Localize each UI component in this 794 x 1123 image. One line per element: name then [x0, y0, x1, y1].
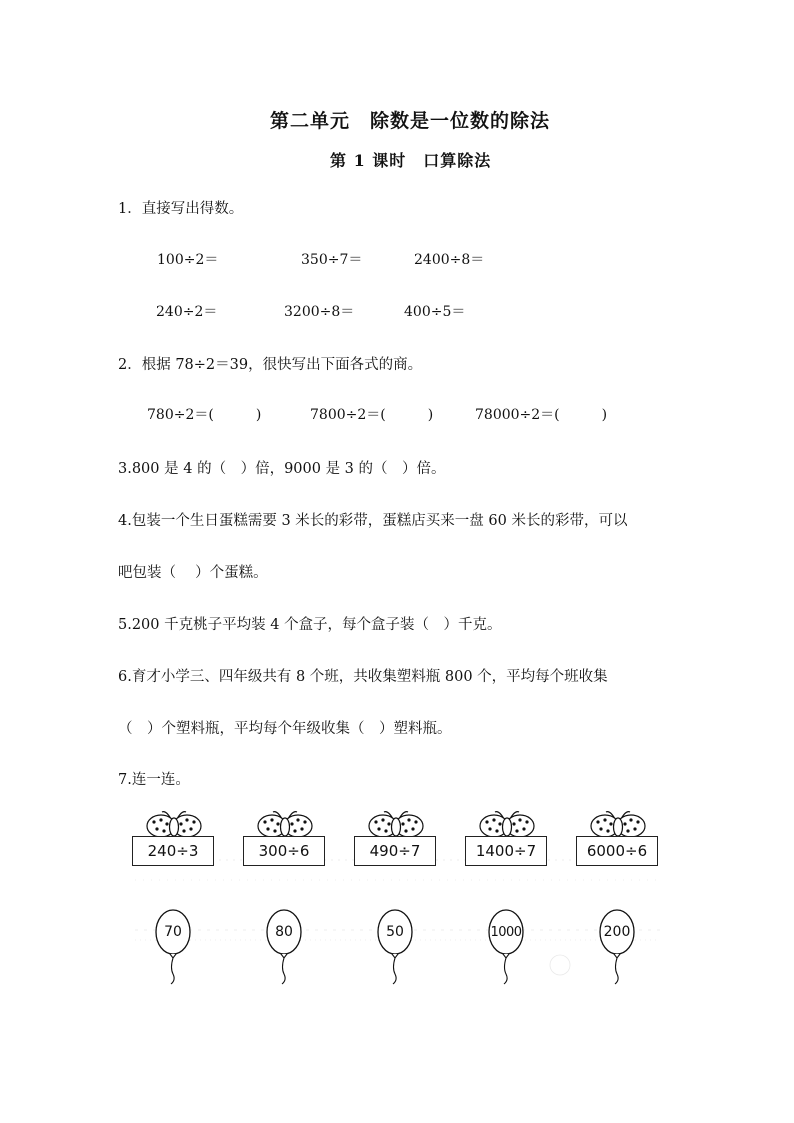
balloon-value-4[interactable]: 1000	[490, 925, 522, 940]
balloon-icon	[375, 908, 415, 988]
ladybug-icon	[466, 806, 548, 838]
ladybug-icon	[577, 806, 659, 838]
ladybug-icon	[133, 806, 215, 838]
match-card-3[interactable]: 490÷7	[354, 836, 436, 866]
q3-text: 3.800 是 4 的（ ）倍，9000 是 3 的（ ）倍。	[118, 461, 446, 477]
q1-prompt: 1．直接写出得数。	[118, 201, 244, 217]
q6-line-1: 6.育才小学三、四年级共有 8 个班，共收集塑料瓶 800 个，平均每个班收集	[118, 669, 608, 685]
q2-item-1: 780÷2＝( )	[147, 407, 262, 423]
ladybug-icon	[355, 806, 437, 838]
balloon-value-5[interactable]: 200	[603, 924, 631, 940]
q4-line-2: 吧包装（ ）个蛋糕。	[118, 565, 268, 581]
balloon-value-2[interactable]: 80	[275, 924, 293, 940]
q1-expr-4: 240÷2＝	[156, 304, 218, 320]
q6-line-2: （ ）个塑料瓶，平均每个年级收集（ ）塑料瓶。	[118, 721, 452, 737]
ladybug-icon	[244, 806, 326, 838]
balloon-icon	[264, 908, 304, 988]
q2-item-3: 78000÷2＝( )	[475, 407, 608, 423]
balloon-icon	[597, 908, 637, 988]
lesson-subtitle: 第 1 课时 口算除法	[330, 151, 492, 170]
match-card-2[interactable]: 300÷6	[243, 836, 325, 866]
balloon-icon	[153, 908, 193, 988]
balloon-value-3[interactable]: 50	[386, 924, 404, 940]
balloon-icon	[486, 908, 526, 988]
q1-expr-2: 350÷7＝	[301, 252, 363, 268]
q4-line-1: 4.包装一个生日蛋糕需要 3 米长的彩带，蛋糕店买来一盘 60 米长的彩带，可以	[118, 513, 628, 529]
match-card-5[interactable]: 6000÷6	[576, 836, 658, 866]
q1-expr-5: 3200÷8＝	[284, 304, 355, 320]
match-card-4[interactable]: 1400÷7	[465, 836, 547, 866]
q2-prompt: 2．根据 78÷2＝39，很快写出下面各式的商。	[118, 357, 423, 373]
q1-expr-6: 400÷5＝	[404, 304, 466, 320]
q7-prompt: 7.连一连。	[118, 772, 190, 788]
balloon-value-1[interactable]: 70	[164, 924, 182, 940]
q1-expr-3: 2400÷8＝	[414, 252, 485, 268]
q2-item-2: 7800÷2＝( )	[310, 407, 434, 423]
q5-text: 5.200 千克桃子平均装 4 个盒子，每个盒子装（ ）千克。	[118, 617, 502, 633]
page-title: 第二单元 除数是一位数的除法	[270, 110, 551, 132]
match-card-1[interactable]: 240÷3	[132, 836, 214, 866]
q1-expr-1: 100÷2＝	[157, 252, 219, 268]
